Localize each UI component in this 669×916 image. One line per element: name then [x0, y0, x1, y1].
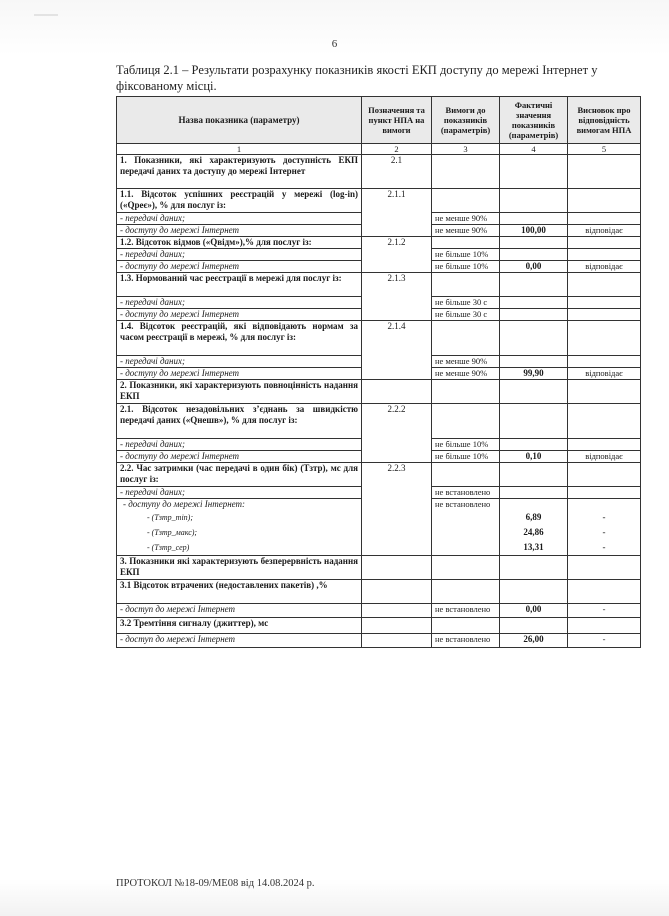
requirement: не більше 30 с	[432, 297, 500, 309]
conclusion: -	[602, 512, 606, 522]
table-caption: Таблиця 2.1 – Результати розрахунку показників якості ЕКП доступу до мережі Інтернет у фіксованому місці.	[116, 63, 598, 93]
requirement: не встановлено	[432, 604, 500, 618]
conclusion: відповідає	[568, 261, 641, 273]
requirement: не більше 30 с	[432, 309, 500, 321]
section-title: 1. Показники, які характеризують доступність ЕКП передачі даних та доступу до мережі Інтернет	[117, 155, 362, 189]
actual-value: 26,00	[500, 634, 568, 648]
service-name: - доступ до мережі Інтернет	[117, 634, 362, 648]
table-row	[117, 189, 641, 213]
conclusion: відповідає	[568, 368, 641, 380]
service-name: - передачі даних;	[117, 487, 362, 499]
npa-code: 2.1.2	[362, 237, 432, 273]
service-name-group	[117, 499, 362, 556]
column-number: 5	[568, 144, 641, 155]
column-number-row	[117, 144, 641, 155]
delay-avg-label: - (Tзтр_сер)	[147, 543, 190, 552]
column-number: 4	[500, 144, 568, 155]
conclusion: -	[602, 527, 606, 537]
page-number: 6	[331, 38, 338, 50]
conclusion: відповідає	[568, 451, 641, 463]
table-row	[117, 634, 641, 648]
service-name: - передачі даних;	[117, 249, 362, 261]
requirement: не менше 90%	[432, 225, 500, 237]
requirement: не більше 10%	[432, 451, 500, 463]
indicator-title: 1.2. Відсоток відмов («Qвідм»),% для послуг із:	[117, 237, 362, 249]
requirement: не більше 10%	[432, 261, 500, 273]
table-row	[117, 580, 641, 604]
npa-code: 2.1.3	[362, 273, 432, 321]
actual-value: 6,89	[525, 512, 542, 522]
service-name: - доступ до мережі Інтернет	[117, 604, 362, 618]
column-number: 2	[362, 144, 432, 155]
service-name: - передачі даних;	[117, 356, 362, 368]
section-title: 3. Показники які характеризують безперервність надання ЕКП	[117, 556, 362, 580]
table-row	[117, 380, 641, 404]
conclusion: -	[568, 634, 641, 648]
service-name: - доступу до мережі Інтернет:	[123, 499, 246, 509]
column-number: 1	[117, 144, 362, 155]
service-name: - передачі даних;	[117, 213, 362, 225]
table-row	[117, 404, 641, 439]
actual-value: 0,10	[500, 451, 568, 463]
table-row	[117, 556, 641, 580]
conclusion-group	[568, 499, 641, 556]
conclusion: відповідає	[568, 225, 641, 237]
requirement: не більше 10%	[432, 439, 500, 451]
table-header-row	[117, 97, 641, 144]
column-number: 3	[432, 144, 500, 155]
section-title: 2. Показники, які характеризують повноцінність надання ЕКП	[117, 380, 362, 404]
indicator-title: 2.2. Час затримки (час передачі в один бік) (Tзтр), мс для послуг із:	[117, 463, 362, 487]
header-npa-code: Позначення та пункт НПА на вимоги	[362, 97, 432, 144]
npa-code: 2.2.2	[362, 404, 432, 463]
service-name: - передачі даних;	[117, 297, 362, 309]
table-row	[117, 618, 641, 634]
npa-code: 2.2.3	[362, 463, 432, 556]
actual-value: 24,86	[523, 527, 544, 537]
requirement: не менше 90%	[432, 356, 500, 368]
service-name: - передачі даних;	[117, 439, 362, 451]
requirement: не встановлено	[432, 487, 500, 499]
requirement: не більше 10%	[432, 249, 500, 261]
npa-code: 2.1.4	[362, 321, 432, 380]
npa-code: 2.1.1	[362, 189, 432, 237]
conclusion: -	[568, 604, 641, 618]
service-name: - доступу до мережі Інтернет	[117, 368, 362, 380]
service-name: - доступу до мережі Інтернет	[117, 451, 362, 463]
service-name: - доступу до мережі Інтернет	[117, 261, 362, 273]
requirement: не встановлено	[432, 499, 500, 556]
actual-value: 100,00	[500, 225, 568, 237]
requirement: не менше 90%	[432, 213, 500, 225]
indicator-title: 1.4. Відсоток реєстрацій, які відповідають нормам за часом реєстрації в мережі, % для послуг із:	[117, 321, 362, 356]
requirement: не менше 90%	[432, 368, 500, 380]
table-row	[117, 155, 641, 189]
indicator-title: 3.2 Тремтіння сигналу (джиттер), мс	[117, 618, 362, 634]
indicator-title: 2.1. Відсоток незадовільних з’єднань за швидкістю передачі даних («Qнешв»), % для послуг із:	[117, 404, 362, 439]
header-conclusion: Висновок про відповідність вимогам НПА	[568, 97, 641, 144]
header-actual-values: Фактичні значення показників (параметрів)	[500, 97, 568, 144]
npa-code: 2.1	[362, 155, 432, 189]
table-row	[117, 237, 641, 249]
table-row	[117, 463, 641, 487]
results-table	[116, 96, 641, 648]
actual-value: 0,00	[500, 261, 568, 273]
table-row	[117, 321, 641, 356]
table-row	[117, 273, 641, 297]
indicator-title: 3.1 Відсоток втрачених (недоставлених пакетів) ,%	[117, 580, 362, 604]
service-name: - доступу до мережі Інтернет	[117, 225, 362, 237]
indicator-title: 1.1. Відсоток успішних реєстрацій у мережі (log-in) («Qреє»), % для послуг із:	[117, 189, 362, 213]
service-name: - доступу до мережі Інтернет	[117, 309, 362, 321]
actual-values-group	[500, 499, 568, 556]
conclusion: -	[602, 542, 606, 552]
actual-value: 99,90	[500, 368, 568, 380]
scan-mark	[34, 14, 58, 16]
header-indicator-name: Назва показника (параметру)	[117, 97, 362, 144]
actual-value: 0,00	[500, 604, 568, 618]
requirement: не встановлено	[432, 634, 500, 648]
delay-max-label: - (Tзтр_макс);	[147, 528, 198, 537]
protocol-footer: ПРОТОКОЛ №18-09/МЕ08 від 14.08.2024 р.	[116, 878, 315, 889]
indicator-title: 1.3. Нормований час реєстрації в мережі для послуг із:	[117, 273, 362, 297]
table-row	[117, 604, 641, 618]
actual-value: 13,31	[523, 542, 544, 552]
delay-min-label: - (Tзтр_min);	[147, 513, 194, 522]
header-requirements: Вимоги до показників (параметрів)	[432, 97, 500, 144]
